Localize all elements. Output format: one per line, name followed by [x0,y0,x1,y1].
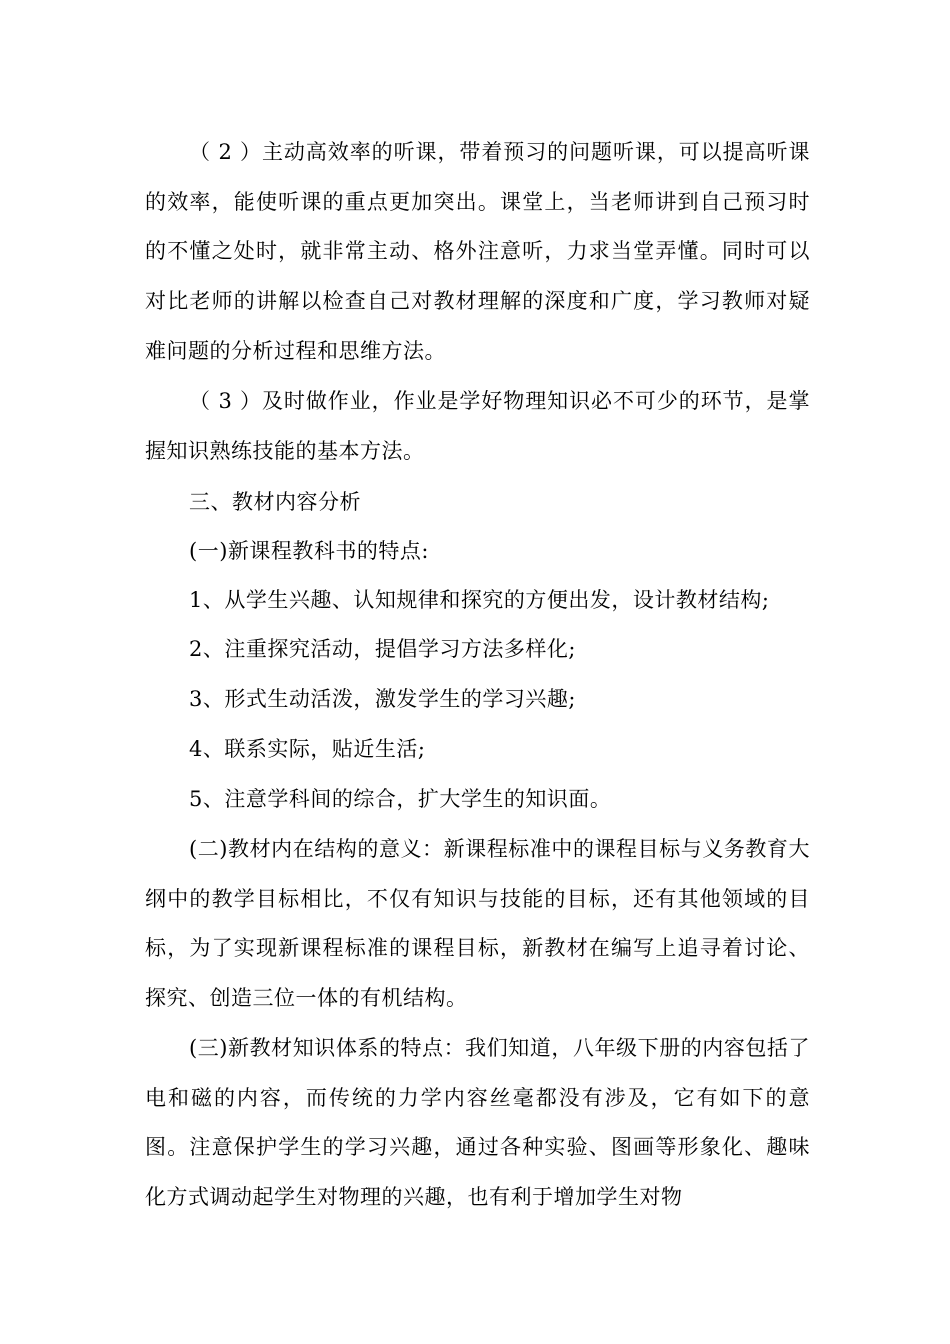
list-item-1: 1、从学生兴趣、认知规律和探究的方便出发，设计教材结构; [189,588,770,612]
section-heading: 三、教材内容分析 [189,490,361,514]
subsection-heading-1: (一)新课程教科书的特点: [189,539,429,563]
list-item-5: 5、注意学科间的综合，扩大学生的知识面。 [189,787,612,811]
paragraph-knowledge-system: (三)新教材知识体系的特点：我们知道，八年级下册的内容包括了电和磁的内容，而传统的力学内容丝毫都没有涉及，它有如下的意图。注意保护学生的学习兴趣，通过各种实验、图画等形象化、趣味化方式调动起学生对物理的兴趣，也有利于增加学生对物 [145,1036,810,1210]
list-item-4: 4、联系实际，贴近生活; [189,737,426,761]
paragraph-homework: （ 3 ）及时做作业，作业是学好物理知识必不可少的环节，是掌握知识熟练技能的基本方法。 [145,389,810,463]
paragraph-active-listening: （ 2 ）主动高效率的听课，带着预习的问题听课，可以提高听课的效率，能使听课的重点更加突出。课堂上，当老师讲到自己预习时的不懂之处时，就非常主动、格外注意听，力求当堂弄懂。同时可以对比老师的讲解以检查自己对教材理解的深度和广度，学习教师对疑难问题的分析过程和思维方法。 [145,140,810,363]
paragraph-structure-meaning: (二)教材内在结构的意义：新课程标准中的课程目标与义务教育大纲中的教学目标相比，不仅有知识与技能的目标，还有其他领域的目标，为了实现新课程标准的课程目标，新教材在编写上追寻着讨论、探究、创造三位一体的有机结构。 [145,837,810,1011]
list-item-3: 3、形式生动活泼，激发学生的学习兴趣; [189,687,576,711]
list-item-2: 2、注重探究活动，提倡学习方法多样化; [189,637,576,661]
